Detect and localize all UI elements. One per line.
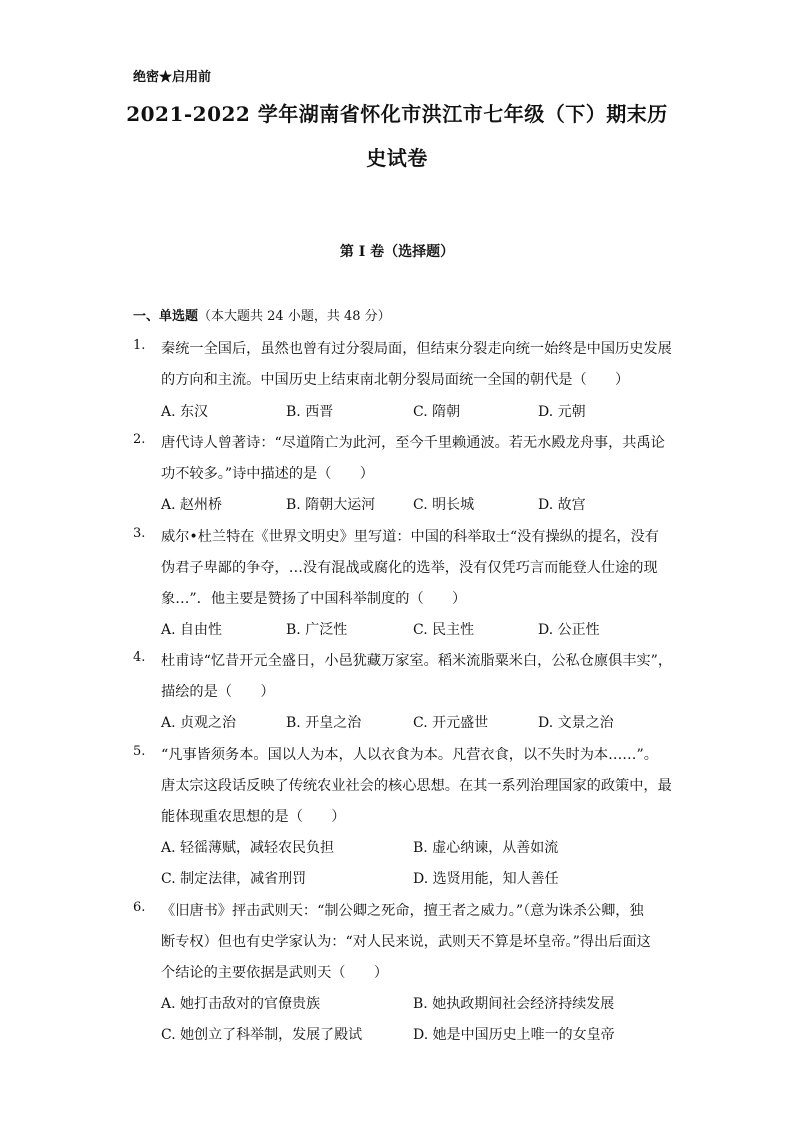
option-b: B. 她执政期间社会经济持续发展 <box>413 996 615 1012</box>
option-a: A. 东汉 <box>161 404 209 420</box>
option-c: C. 明长城 <box>413 497 475 513</box>
option-c: C. 她创立了科举制，发展了殿试 <box>161 1027 363 1043</box>
option-a: A. 她打击敌对的官僚贵族 <box>161 996 321 1012</box>
exam-title-line2: 史试卷 <box>366 146 428 170</box>
option-b: B. 西晋 <box>286 404 334 420</box>
option-c: C. 民主性 <box>413 622 475 638</box>
question-text-line: 唐太宗这段话反映了传统农业社会的核心思想。在其一系列治理国家的政策中，最 <box>161 778 672 794</box>
secret-label: 绝密★启用前 <box>133 70 212 85</box>
exam-title-line1: 2021-2022 学年湖南省怀化市洪江市七年级（下）期末历 <box>126 102 668 126</box>
option-a: A. 赵州桥 <box>161 497 223 513</box>
question-number: 2. <box>133 432 146 447</box>
option-a: A. 自由性 <box>161 622 223 638</box>
question-text-line: 能体现重农思想的是（ ） <box>161 809 346 825</box>
part-label: 一、单选题 <box>133 309 199 324</box>
question-text-line: 功不较多。”诗中描述的是（ ） <box>161 466 374 482</box>
option-d: D. 公正性 <box>538 622 600 638</box>
question-text-line: 断专权）但也有史学家认为：“对人民来说，武则天不算是坏皇帝。”得出后面这 <box>161 934 651 950</box>
question-text-line: 描绘的是（ ） <box>161 684 275 700</box>
option-b: B. 开皇之治 <box>286 715 362 731</box>
option-d: D. 元朝 <box>538 404 586 420</box>
question-number: 6. <box>133 900 146 915</box>
question-number: 1. <box>133 338 146 353</box>
question-text-line: 杜甫诗“忆昔开元全盛日，小邑犹藏万家室。稻米流脂粟米白，公私仓廪俱丰实”， <box>161 653 673 669</box>
question-number: 3. <box>133 526 146 541</box>
question-number: 4. <box>133 650 146 665</box>
option-b: B. 虚心纳谏，从善如流 <box>413 840 559 856</box>
option-d: D. 选贤用能，知人善任 <box>413 871 559 887</box>
option-c: C. 开元盛世 <box>413 715 489 731</box>
question-text-line: 的方向和主流。中国历史上结束南北朝分裂局面统一全国的朝代是（ ） <box>161 372 630 388</box>
question-text-line: 秦统一全国后，虽然也曾有过分裂局面，但结束分裂走向统一始终是中国历史发展 <box>161 341 672 357</box>
question-text-line: 《旧唐书》抨击武则天：“制公卿之死命，擅王者之威力。”（意为诛杀公卿，独 <box>161 903 644 919</box>
option-d: D. 文景之治 <box>538 715 614 731</box>
question-number: 5. <box>133 744 146 759</box>
part-heading <box>133 305 391 324</box>
option-c: C. 隋朝 <box>413 404 461 420</box>
option-b: B. 隋朝大运河 <box>286 497 376 513</box>
question-text-line: 个结论的主要依据是武则天（ ） <box>161 965 389 981</box>
question-text-line: “凡事皆须务本。国以人为本，人以衣食为本。凡营衣食，以不失时为本……”。 <box>161 747 658 763</box>
option-d: D. 故宫 <box>538 497 586 513</box>
section-title: 第 I 卷（选择题） <box>339 244 455 260</box>
question-text-line: 伪君子卑鄙的争夺，…没有混战或腐化的选举，没有仅凭巧言而能登人仕途的现 <box>161 560 658 576</box>
option-b: B. 广泛性 <box>286 622 348 638</box>
question-text-line: 唐代诗人曾著诗：“尽道隋亡为此河，至今千里赖通波。若无水殿龙舟事，共禹论 <box>161 435 665 451</box>
option-c: C. 制定法律，减省刑罚 <box>161 871 307 887</box>
question-text-line: 威尔•杜兰特在《世界文明史》里写道：中国的科举取士“没有操纵的提名，没有 <box>161 529 659 545</box>
option-a: A. 贞观之治 <box>161 715 237 731</box>
part-note: （本大题共 24 小题，共 48 分） <box>198 309 391 324</box>
option-a: A. 轻徭薄赋，减轻农民负担 <box>161 840 335 856</box>
option-d: D. 她是中国历史上唯一的女皇帝 <box>413 1027 615 1043</box>
question-text-line: 象…”．他主要是赞扬了中国科举制度的（ ） <box>161 591 467 607</box>
